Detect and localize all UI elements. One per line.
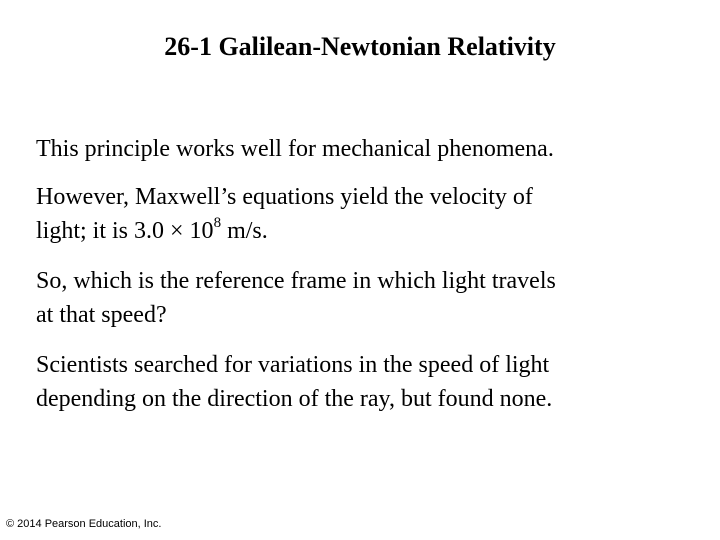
paragraph-line: at that speed? (36, 302, 167, 328)
slide-body (36, 132, 676, 432)
paragraph-mechanical-phenomena (36, 132, 676, 166)
paragraph-reference-frame (36, 264, 676, 332)
paragraph-line: light; it is 3.0 × 10 (36, 218, 214, 244)
paragraph-line: m/s. (221, 218, 268, 244)
copyright-footer: © 2014 Pearson Education, Inc. (6, 518, 162, 530)
paragraph-line: However, Maxwell’s equations yield the velocity of (36, 184, 533, 210)
paragraph-line: So, which is the reference frame in which light travels (36, 268, 556, 294)
paragraph-line: depending on the direction of the ray, but found none. (36, 386, 553, 412)
paragraph-text: This principle works well for mechanical phenomena. (36, 136, 554, 162)
paragraph-speed-variations (36, 348, 676, 416)
slide-title-text: 26-1 Galilean-Newtonian Relativity (164, 32, 556, 61)
paragraph-maxwell-equations (36, 180, 676, 248)
exponent: 8 (213, 215, 222, 231)
paragraph-line: Scientists searched for variations in the speed of light (36, 352, 550, 378)
slide-title (0, 30, 720, 64)
